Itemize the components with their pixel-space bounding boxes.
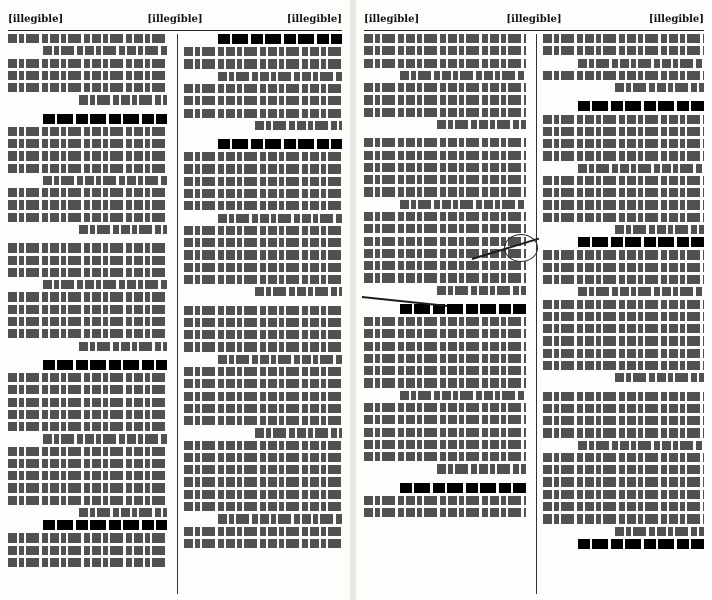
left-page-column-1 — [177, 34, 343, 594]
left-page-number: [illegible] — [286, 13, 342, 25]
left-page — [0, 0, 350, 600]
left-running-title: [illegible] — [147, 13, 203, 25]
right-page — [356, 0, 712, 600]
right-page-number: [illegible] — [648, 13, 704, 25]
left-page-column-2 — [8, 34, 167, 594]
right-page-header — [364, 8, 704, 31]
right-page-column-1 — [536, 34, 705, 594]
right-page-body — [364, 34, 704, 594]
right-page-column-2 — [364, 34, 526, 594]
left-page-header — [8, 8, 342, 31]
right-session-label: [illegible] — [364, 13, 420, 25]
left-page-body — [8, 34, 342, 594]
left-session-label: [illegible] — [8, 13, 64, 25]
right-running-title: [illegible] — [506, 13, 562, 25]
